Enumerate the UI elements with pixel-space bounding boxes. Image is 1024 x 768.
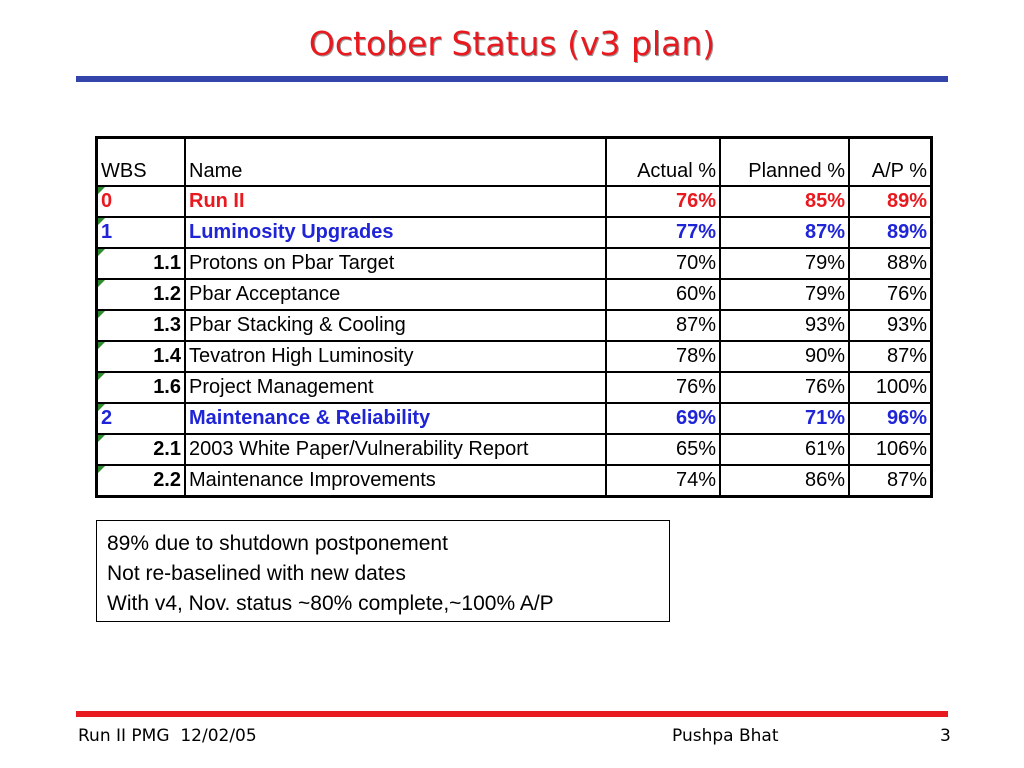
table-row bbox=[97, 248, 932, 279]
wbs-value: 2 bbox=[101, 407, 113, 429]
wbs-cell bbox=[97, 248, 186, 279]
planned-cell: 90% bbox=[720, 341, 849, 372]
actual-cell: 70% bbox=[606, 248, 720, 279]
header-wbs: WBS bbox=[97, 138, 186, 187]
wbs-cell bbox=[97, 341, 186, 372]
page-number: 3 bbox=[940, 726, 951, 746]
name-cell: Project Management bbox=[185, 372, 606, 403]
planned-cell: 61% bbox=[720, 434, 849, 465]
name-cell: Luminosity Upgrades bbox=[185, 217, 606, 248]
wbs-value: 1.3 bbox=[153, 314, 181, 336]
name-cell: Maintenance Improvements bbox=[185, 465, 606, 497]
wbs-value: 1.1 bbox=[153, 252, 181, 274]
notes-box bbox=[96, 520, 670, 622]
table-row bbox=[97, 186, 932, 217]
name-cell: Maintenance & Reliability bbox=[185, 403, 606, 434]
actual-cell: 60% bbox=[606, 279, 720, 310]
table-header-row bbox=[97, 138, 932, 187]
actual-cell: 87% bbox=[606, 310, 720, 341]
actual-cell: 74% bbox=[606, 465, 720, 497]
wbs-value: 1.6 bbox=[153, 376, 181, 398]
wbs-cell bbox=[97, 310, 186, 341]
ap-cell: 76% bbox=[849, 279, 932, 310]
cell-marker-icon bbox=[98, 342, 105, 349]
wbs-status-table bbox=[95, 136, 933, 498]
name-cell: 2003 White Paper/Vulnerability Report bbox=[185, 434, 606, 465]
name-cell: Pbar Stacking & Cooling bbox=[185, 310, 606, 341]
wbs-value: 1 bbox=[101, 221, 113, 243]
ap-cell: 93% bbox=[849, 310, 932, 341]
note-line: Not re-baselined with new dates bbox=[107, 562, 406, 585]
wbs-cell bbox=[97, 279, 186, 310]
actual-cell: 77% bbox=[606, 217, 720, 248]
table-row bbox=[97, 217, 932, 248]
actual-cell: 76% bbox=[606, 372, 720, 403]
cell-marker-icon bbox=[98, 187, 105, 194]
table-row bbox=[97, 341, 932, 372]
ap-cell: 87% bbox=[849, 341, 932, 372]
wbs-cell bbox=[97, 465, 186, 497]
title-divider bbox=[76, 76, 948, 82]
table-row bbox=[97, 279, 932, 310]
wbs-value: 2.1 bbox=[153, 438, 181, 460]
planned-cell: 79% bbox=[720, 248, 849, 279]
table-row bbox=[97, 465, 932, 497]
ap-cell: 87% bbox=[849, 465, 932, 497]
wbs-value: 2.2 bbox=[153, 469, 181, 491]
planned-cell: 79% bbox=[720, 279, 849, 310]
header-actual: Actual % bbox=[606, 138, 720, 187]
name-cell: Run II bbox=[185, 186, 606, 217]
wbs-value: 1.2 bbox=[153, 283, 181, 305]
cell-marker-icon bbox=[98, 466, 105, 473]
cell-marker-icon bbox=[98, 404, 105, 411]
cell-marker-icon bbox=[98, 249, 105, 256]
ap-cell: 89% bbox=[849, 217, 932, 248]
header-ap: A/P % bbox=[849, 138, 932, 187]
header-planned: Planned % bbox=[720, 138, 849, 187]
note-line: 89% due to shutdown postponement bbox=[107, 532, 448, 555]
planned-cell: 93% bbox=[720, 310, 849, 341]
header-name: Name bbox=[185, 138, 606, 187]
planned-cell: 86% bbox=[720, 465, 849, 497]
wbs-cell bbox=[97, 434, 186, 465]
footer-author: Pushpa Bhat bbox=[672, 726, 779, 746]
name-cell: Pbar Acceptance bbox=[185, 279, 606, 310]
ap-cell: 88% bbox=[849, 248, 932, 279]
actual-cell: 65% bbox=[606, 434, 720, 465]
wbs-value: 1.4 bbox=[153, 345, 181, 367]
wbs-cell bbox=[97, 372, 186, 403]
slide-title: October Status (v3 plan) bbox=[308, 24, 716, 63]
wbs-cell bbox=[97, 186, 186, 217]
wbs-cell bbox=[97, 403, 186, 434]
planned-cell: 76% bbox=[720, 372, 849, 403]
actual-cell: 69% bbox=[606, 403, 720, 434]
planned-cell: 71% bbox=[720, 403, 849, 434]
table-row bbox=[97, 372, 932, 403]
cell-marker-icon bbox=[98, 218, 105, 225]
planned-cell: 87% bbox=[720, 217, 849, 248]
ap-cell: 100% bbox=[849, 372, 932, 403]
footer-meeting-date: Run II PMG 12/02/05 bbox=[78, 726, 257, 746]
ap-cell: 96% bbox=[849, 403, 932, 434]
cell-marker-icon bbox=[98, 280, 105, 287]
wbs-cell bbox=[97, 217, 186, 248]
table-row bbox=[97, 310, 932, 341]
cell-marker-icon bbox=[98, 435, 105, 442]
table-row bbox=[97, 434, 932, 465]
actual-cell: 76% bbox=[606, 186, 720, 217]
table-row bbox=[97, 403, 932, 434]
footer-divider bbox=[76, 711, 948, 717]
ap-cell: 89% bbox=[849, 186, 932, 217]
planned-cell: 85% bbox=[720, 186, 849, 217]
cell-marker-icon bbox=[98, 311, 105, 318]
ap-cell: 106% bbox=[849, 434, 932, 465]
note-line: With v4, Nov. status ~80% complete,~100% A/P bbox=[107, 592, 554, 615]
actual-cell: 78% bbox=[606, 341, 720, 372]
name-cell: Tevatron High Luminosity bbox=[185, 341, 606, 372]
wbs-value: 0 bbox=[101, 190, 113, 212]
cell-marker-icon bbox=[98, 373, 105, 380]
name-cell: Protons on Pbar Target bbox=[185, 248, 606, 279]
